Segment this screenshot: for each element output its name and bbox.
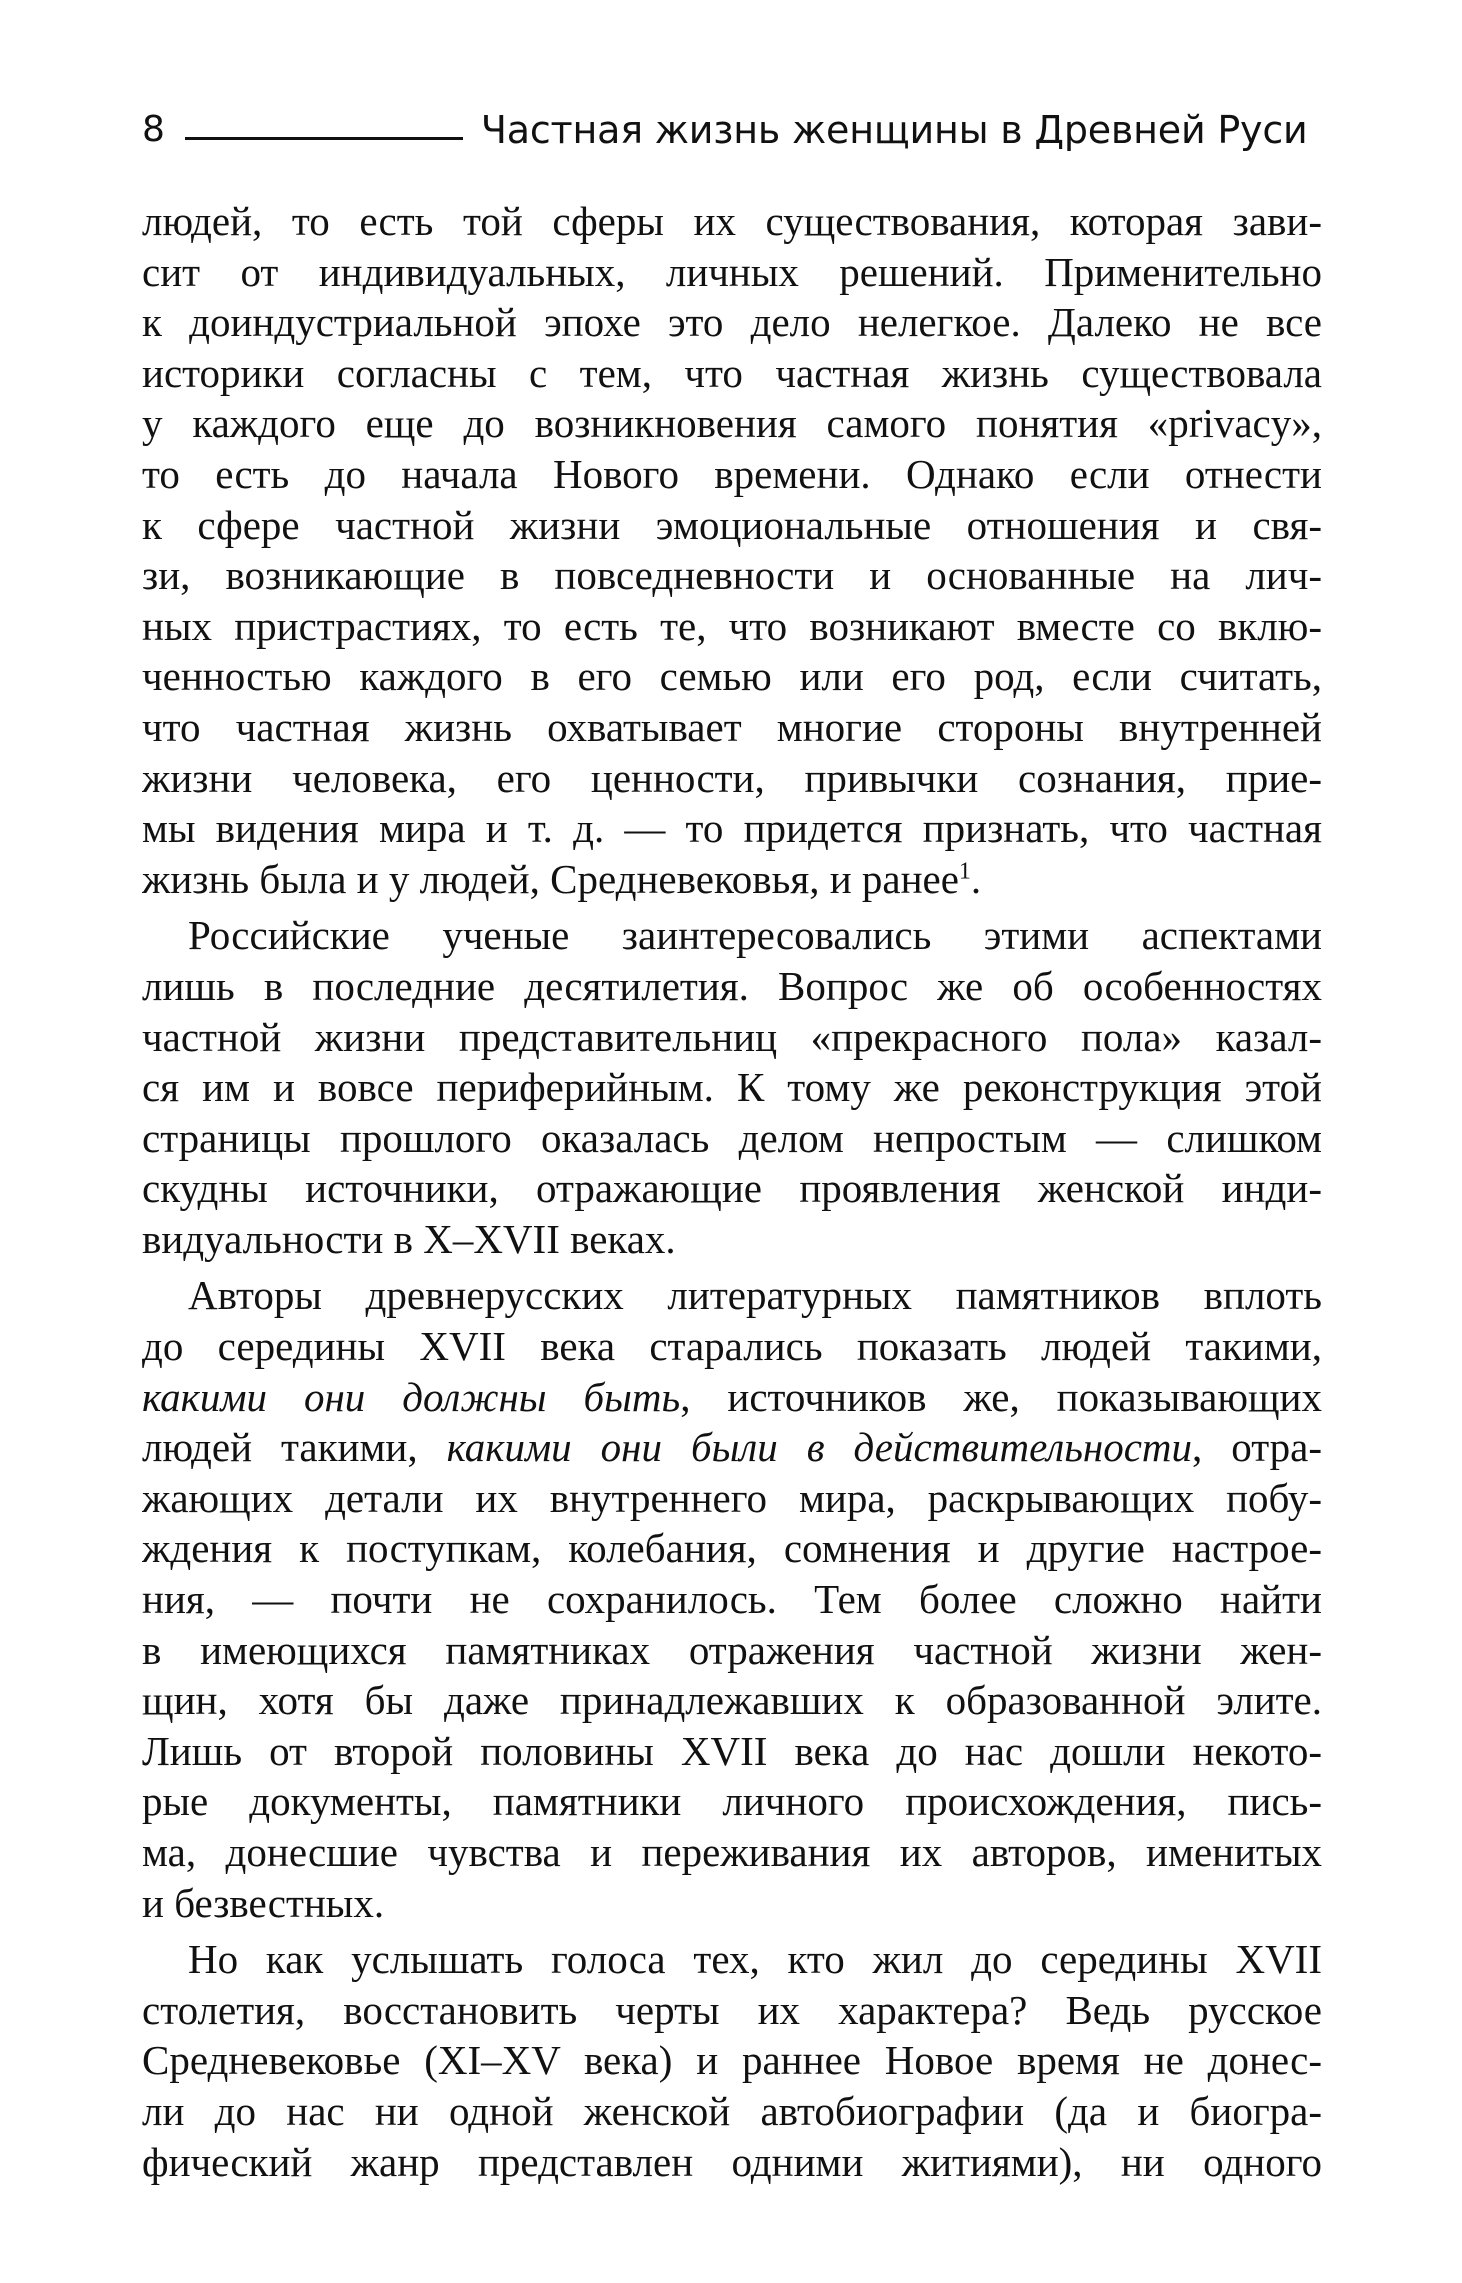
text-line: ния, — почти не сохранилось. Тем более сложно найти [142,1576,1322,1623]
italic-phrase: какими они должны быть [142,1373,681,1420]
text-line: к доиндустриальной эпохе это дело нелегкое. Далеко не все [142,299,1322,346]
text-line: жающих детали их внутреннего мира, раскрывающих побу- [142,1474,1322,1521]
text-line: мы видения мира и т. д. — то придется признать, что частная [142,805,1322,852]
body-text [142,196,1322,2187]
text-line: до середины XVII века старались показать людей такими, [142,1323,1322,1370]
text-line: к сфере частной жизни эмоциональные отношения и свя- [142,501,1322,548]
text-line: сит от индивидуальных, личных решений. Применительно [142,248,1322,295]
paragraph-2 [142,910,1322,1264]
text-line: Российские ученые заинтересовались этими аспектами [188,912,1322,959]
text-line: то есть до начала Нового времени. Однако если отнести [142,450,1322,497]
text-run: жизнь была и у людей, Средневековья, и ранее [142,855,959,902]
text-line: видуальности в X–XVII веках. [142,1215,676,1262]
text-line: щин, хотя бы даже принадлежавших к образованной элите. [142,1677,1322,1724]
text-run: , отра- [1192,1424,1322,1471]
page-number: 8 [142,109,165,150]
running-head [142,96,1322,152]
text-line: скудны источники, отражающие проявления женской инди- [142,1165,1322,1212]
text-line: Но как услышать голоса тех, кто жил до середины XVII [188,1936,1322,1983]
text-line: историки согласны с тем, что частная жизнь существовала [142,349,1322,396]
text-line: жизни человека, его ценности, привычки сознания, прие- [142,754,1322,801]
text-line: страницы прошлого оказалась делом непростым — слишком [142,1114,1322,1161]
text-run: людей такими, [142,1424,447,1471]
text-line: Средневековье (XI–XV века) и раннее Новое время не донес- [142,2037,1322,2084]
text-line: ных пристрастиях, то есть те, что возникают вместе со вклю- [142,602,1322,649]
text-line [142,1422,1322,1473]
text-line: у каждого еще до возникновения самого понятия «privacy», [142,400,1322,447]
text-line: частной жизни представительниц «прекрасного пола» казал- [142,1013,1322,1060]
text-line [142,1372,1322,1423]
text-line: зи, возникающие в повседневности и основанные на лич- [142,552,1322,599]
text-run: . [970,855,982,902]
text-line: ма, донесшие чувства и переживания их авторов, именитых [142,1829,1322,1875]
text-line: ся им и вовсе периферийным. К тому же реконструкция этой [142,1064,1322,1111]
text-line: Авторы древнерусских литературных памятников вплоть [188,1272,1322,1319]
text-run: , источников же, показывающих [680,1373,1322,1420]
footnote-ref[interactable]: 1 [958,858,971,885]
text-line: лишь в последние десятилетия. Вопрос же об особенностях [142,962,1322,1009]
text-line [142,854,1322,905]
text-line: в имеющихся памятниках отражения частной жизни жен- [142,1626,1322,1673]
text-line: людей, то есть той сферы их существования, которая зави- [142,198,1322,244]
text-line: Лишь от второй половины XVII века до нас дошли некото- [142,1727,1322,1774]
paragraph-1 [142,196,1322,904]
italic-phrase: какими они были в действительности [446,1424,1193,1471]
paragraph-4 [142,1934,1322,2187]
text-line: ченностью каждого в его семью или его род, если считать, [142,653,1322,700]
text-line: ли до нас ни одной женской автобиографии (да и биогра- [142,2087,1322,2134]
running-title: Частная жизнь женщины в Древней Руси [480,108,1308,152]
text-line: столетия, восстановить черты их характера? Ведь русское [142,1986,1322,2033]
text-line: фический жанр представлен одними житиями), ни одного [142,2138,1322,2185]
header-rule [185,137,463,140]
text-line: что частная жизнь охватывает многие стороны внутренней [142,703,1322,750]
text-line: ждения к поступкам, колебания, сомнения и другие настрое- [142,1525,1322,1572]
text-line: рые документы, памятники личного происхождения, пись- [142,1778,1322,1825]
paragraph-3 [142,1270,1322,1928]
text-line: и безвестных. [142,1879,385,1926]
